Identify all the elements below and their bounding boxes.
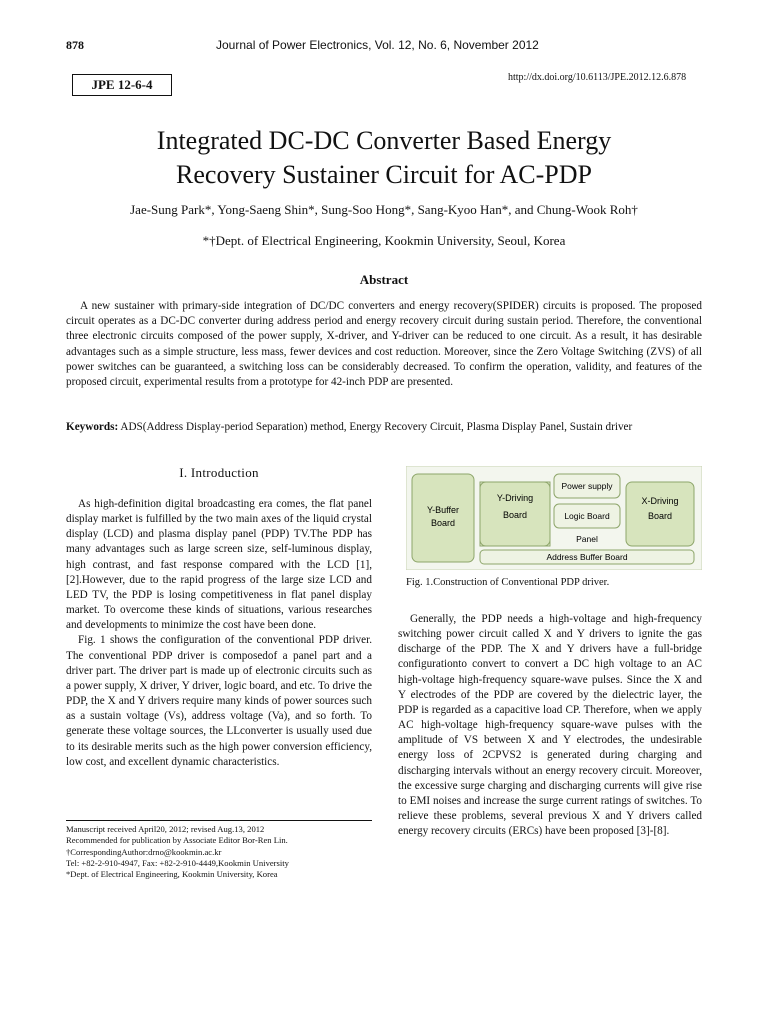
section-heading: I. Introduction: [179, 465, 259, 480]
footnote-manuscript: Manuscript received April20, 2012; revised Aug.13, 2012: [66, 824, 265, 834]
pdp-driver-diagram: [406, 466, 702, 570]
page-number: 878: [66, 38, 84, 52]
footnote-dept: *Dept. of Electrical Engineering, Kookmin University, Korea: [66, 869, 278, 880]
paper-code-box: JPE 12-6-4: [72, 74, 172, 96]
paper-title: [40, 124, 728, 192]
keywords-label: Keywords:: [66, 421, 119, 433]
journal-header: Journal of Power Electronics, Vol. 12, No. 6, November 2012: [216, 38, 539, 52]
keywords-text: ADS(Address Display-period Separation) method, Energy Recovery Circuit, Plasma Display Panel, Sustain driver: [120, 421, 633, 433]
logic-board-label: Logic Board: [564, 511, 610, 521]
footnotes: [66, 824, 372, 880]
footnote-corresponding: †CorrespondingAuthor:drno@kookmin.ac.kr: [66, 846, 222, 857]
footnote-phone: Tel: +82-2-910-4947, Fax: +82-2-910-4449,Kookmin University: [66, 857, 289, 868]
left-column: [66, 497, 372, 770]
authors: Jae-Sung Park*, Yong-Saeng Shin*, Sung-Soo Hong*, Sang-Kyoo Han*, and Chung-Wook Roh†: [130, 202, 638, 217]
intro-paragraph-1: As high-definition digital broadcasting era comes, the flat panel display market is fulfilled by the two main axes of the liquid crystal display (LCD) and plasma display panel (PDP) TV.The PDP has many advantages such as large screen size, self-luminous display, high contrast, and fast response compared with the LCD [1], [2].However, due to the rapid progress of the large size LCD and LED TV, the PDP is losing competitiveness in flat panel display market. To overcome these kinds of situations, various researches and developments to minimize the cost have been done.: [66, 498, 372, 632]
y-driving-label-2: Board: [502, 510, 528, 520]
y-buffer-label-2: Board: [430, 518, 456, 528]
y-buffer-label-1: Y-Buffer: [426, 505, 460, 515]
title-line-2: Recovery Sustainer Circuit for AC-PDP: [176, 160, 592, 189]
footnote-rule: [66, 820, 372, 821]
power-supply-label: Power supply: [561, 481, 613, 491]
keywords: [66, 421, 706, 433]
figure-caption: Fig. 1.Construction of Conventional PDP driver.: [406, 577, 610, 588]
x-driving-label-1: X-Driving: [641, 496, 679, 506]
panel-label: Panel: [576, 534, 598, 544]
doi-link[interactable]: http://dx.doi.org/10.6113/JPE.2012.12.6.878: [508, 72, 687, 83]
y-driving-label-1: Y-Driving: [496, 493, 534, 503]
abstract-heading: Abstract: [359, 272, 409, 287]
right-column: [398, 612, 702, 839]
right-paragraph-1: Generally, the PDP needs a high-voltage and high-frequency switching power circuit called X and Y drivers to ignite the gas discharge of the PDP. The X and Y drivers have a full-bridge configurationto convert to convert a DC high voltage to an AC high-voltage high-frequency square-wave pulses. Since the X and Y electrodes of the PDP are covered by the dielectric layer, the PDP is regarded as a capacitive load CP. Therefore, when we apply AC high-voltage high-frequency square-wave pulses with the amplitude of VS between X and Y electrodes, the undesirable energy loss of 2CPVS2 is generated during charging and discharging intervals without an energy recovery circuit. Moreover, the excessive surge charging and discharging currents will give rise to EMI noises and increase the surge current ratings of switches. To relieve these problems, several previous X and Y drivers called energy recovery circuits (ERCs) have been proposed [3]-[8].: [398, 613, 702, 838]
x-driving-label-2: Board: [647, 511, 673, 521]
affiliation: *†Dept. of Electrical Engineering, Kookmin University, Seoul, Korea: [202, 233, 566, 248]
intro-paragraph-2: Fig. 1 shows the configuration of the conventional PDP driver. The conventional PDP driver is composedof a panel part and a driver part. The driver part is made up of electronic circuits such as a power supply, X driver, Y driver, logic board, and etc. To drive the PDP, the X and Y drivers require many kinds of power sources such as a sustain voltage (Vs), address voltage (Va), and so forth. To generate these voltage sources, the LLconverter is usually used due to its desirable merits such as the high power conversion efficiency, low cost, and excellent dynamic characteristics.: [66, 634, 372, 768]
footnote-editor: Recommended for publication by Associate Editor Bor-Ren Lin.: [66, 835, 288, 846]
abstract-text: A new sustainer with primary-side integration of DC/DC converters and energy recovery(SPIDER) circuits is proposed. The proposed circuit operates as a DC-DC converter during address period and energy recovery circuit during sustain period. Therefore, the conventional three electronic circuits composed of the power supply, X-driver, and Y-driver can be reduced to one circuit. As a result, it has desirable advantages such as a simple structure, less mass, fewer devices and cost reduction. Moreover, since the Zero Voltage Switching (ZVS) of all power switches can be guaranteed, a switching loss can be considerably decreased. To confirm the operation, validity, and features of the proposed circuit, experimental results from a prototype for 42-inch PDP are presented.: [66, 300, 702, 389]
address-buffer-label: Address Buffer Board: [546, 552, 628, 562]
title-line-1: Integrated DC-DC Converter Based Energy: [156, 126, 612, 155]
